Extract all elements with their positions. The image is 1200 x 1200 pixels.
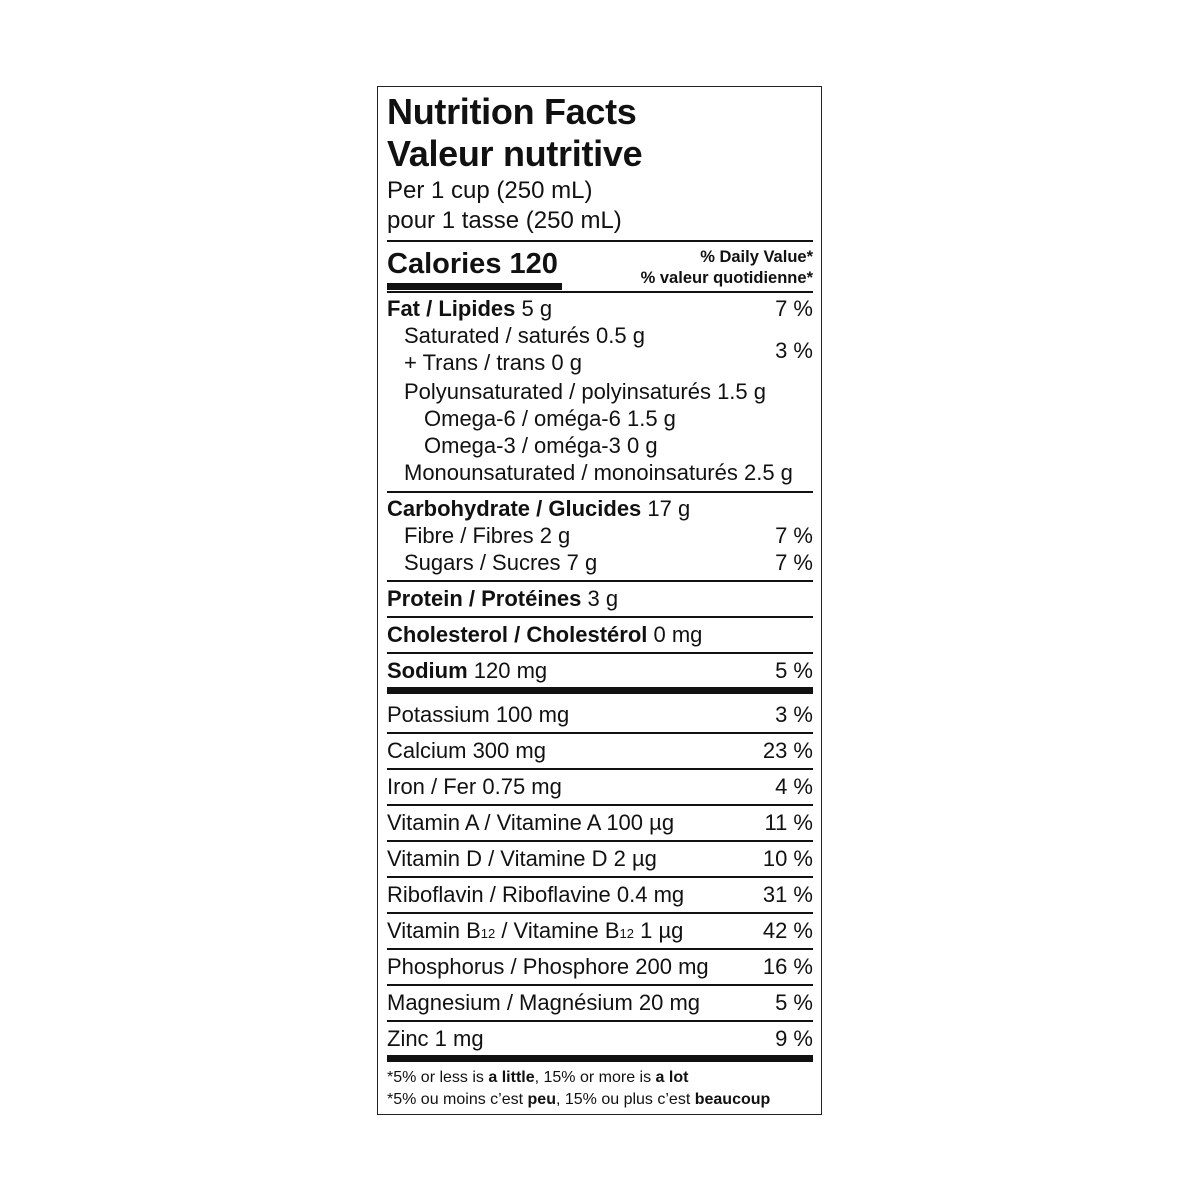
fat-row [387,295,813,322]
vitamin-b12-subscript-fr: 12 [619,926,635,941]
footnote-fr [387,1089,813,1111]
zinc-row [387,1025,813,1052]
daily-value-header [641,247,813,289]
saturated-trans-percent: 3 % [775,338,813,363]
sugars-label: Sugars / Sucres 7 g [404,550,598,575]
cholesterol-row [387,621,813,648]
footnote-en-little: a little [488,1069,535,1086]
footnote-fr-text: *5% ou moins c’est [387,1091,528,1108]
calcium-label: Calcium 300 mg [387,738,546,763]
calcium-percent: 23 % [762,738,813,763]
polyunsaturated-row: Polyunsaturated / polyinsaturés 1.5 g [404,379,767,404]
sodium-percent: 5 % [775,658,813,683]
vitamin-b12-subscript: 12 [480,926,496,941]
omega3-row: Omega-3 / oméga-3 0 g [424,433,658,458]
calcium-row [387,737,813,764]
iron-row [387,773,813,800]
potassium-percent: 3 % [775,702,813,727]
fat-label: Fat / Lipides [387,296,516,321]
magnesium-percent: 5 % [775,990,813,1015]
monounsaturated-row: Monounsaturated / monoinsaturés 2.5 g [404,460,793,485]
nutrition-facts-table [377,86,822,1115]
magnesium-row [387,989,813,1016]
vitamin-b12-percent: 42 % [762,918,813,943]
fibre-percent: 7 % [775,523,813,548]
protein-row [387,585,813,612]
vitamin-a-percent: 11 % [764,810,813,835]
sodium-row [387,657,813,684]
riboflavin-label: Riboflavin / Riboflavine 0.4 mg [387,882,685,907]
iron-label: Iron / Fer 0.75 mg [387,774,562,799]
serving-size-en: Per 1 cup (250 mL) [387,177,593,204]
daily-value-en: % Daily Value* [700,248,813,266]
vitamin-a-label: Vitamin A / Vitamine A 100 µg [387,810,675,835]
potassium-label: Potassium 100 mg [387,702,570,727]
cholesterol-label: Cholesterol / Cholestérol [387,622,648,647]
protein-amount: 3 g [581,586,619,611]
divider [387,948,813,950]
thick-divider [387,1055,813,1062]
magnesium-label: Magnesium / Magnésium 20 mg [387,990,701,1015]
vitamin-d-percent: 10 % [762,846,813,871]
footnote-fr-peu: peu [527,1091,556,1108]
footnote-en-text: *5% or less is [387,1069,489,1086]
carbohydrate-label: Carbohydrate / Glucides [387,496,642,521]
fibre-label: Fibre / Fibres 2 g [404,523,571,548]
calories: Calories 120 [387,248,558,280]
vitamin-b12-row [387,917,813,947]
footnote-fr-beaucoup: beaucoup [694,1091,771,1108]
fibre-row [387,522,813,549]
divider [387,912,813,914]
sugars-percent: 7 % [775,550,813,575]
iron-percent: 4 % [775,774,813,799]
divider [387,876,813,878]
carbohydrate-row [387,495,813,522]
potassium-row [387,701,813,728]
divider [387,804,813,806]
trans-row: + Trans / trans 0 g [404,350,582,375]
divider [387,291,813,293]
phosphorus-percent: 16 % [762,954,813,979]
serving-size-fr: pour 1 tasse (250 mL) [387,207,622,234]
title-en: Nutrition Facts [387,91,637,132]
fat-percent: 7 % [775,296,813,321]
carbohydrate-amount: 17 g [641,496,691,521]
footnote-en-text2: , 15% or more is [534,1069,656,1086]
thick-divider [387,687,813,694]
divider [387,491,813,493]
divider [387,732,813,734]
divider [387,1020,813,1022]
divider [387,652,813,654]
vitamin-d-row [387,845,813,872]
sodium-amount: 120 mg [467,658,548,683]
vitamin-d-label: Vitamin D / Vitamine D 2 µg [387,846,657,871]
protein-label: Protein / Protéines [387,586,582,611]
footnote-en [387,1067,813,1089]
sodium-label: Sodium [387,658,468,683]
vitamin-a-row [387,809,813,836]
title-fr: Valeur nutritive [387,133,643,174]
divider [387,616,813,618]
calories-underline [387,283,562,290]
phosphorus-row [387,953,813,980]
cholesterol-amount: 0 mg [647,622,703,647]
sugars-row [387,549,813,576]
riboflavin-percent: 31 % [762,882,813,907]
divider [387,768,813,770]
vitamin-b12-fr: / Vitamine B [495,918,620,943]
omega6-row: Omega-6 / oméga-6 1.5 g [424,406,676,431]
footnote-fr-text2: , 15% ou plus c’est [555,1091,695,1108]
zinc-percent: 9 % [775,1026,813,1051]
vitamin-b12-en: Vitamin B [387,918,481,943]
divider [387,580,813,582]
fat-amount: 5 g [515,296,553,321]
divider [387,840,813,842]
phosphorus-label: Phosphorus / Phosphore 200 mg [387,954,709,979]
zinc-label: Zinc 1 mg [387,1026,484,1051]
divider [387,984,813,986]
daily-value-fr: % valeur quotidienne* [640,269,813,287]
saturated-row: Saturated / saturés 0.5 g [404,323,645,348]
riboflavin-row [387,881,813,908]
vitamin-b12-amount: 1 µg [634,918,684,943]
footnote-en-lot: a lot [655,1069,689,1086]
divider [387,240,813,242]
